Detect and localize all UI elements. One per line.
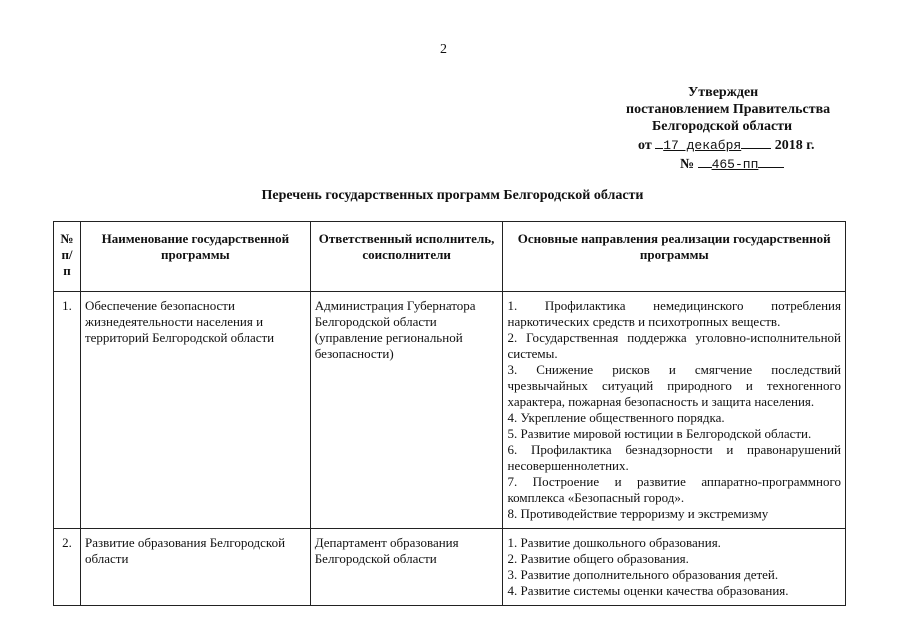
row-program-name: Развитие образования Белгородской области — [80, 529, 310, 606]
direction-item: 7. Построение и развитие аппаратно-программного комплекса «Безопасный город». — [507, 474, 841, 505]
table-row — [54, 529, 846, 606]
number-value: 465-пп — [711, 157, 759, 172]
direction-item: 8. Противодействие терроризму и экстремизму — [507, 506, 769, 521]
approval-line-2: постановлением Правительства — [626, 102, 831, 117]
page-number: 2 — [440, 42, 447, 57]
direction-item: 6. Профилактика безнадзорности и правонарушений несовершеннолетних. — [507, 442, 841, 473]
direction-item: 3. Снижение рисков и смягчение последствий чрезвычайных ситуаций природного и техногенного характера, пожарная безопасность и защита населения. — [507, 362, 841, 409]
row-directions — [503, 292, 846, 529]
row-directions — [503, 529, 846, 606]
row-executor: Департамент образования Белгородской области — [310, 529, 503, 606]
direction-item: 1. Развитие дошкольного образования. — [507, 535, 721, 550]
direction-item: 2. Государственная поддержка уголовно-исполнительной системы. — [507, 330, 841, 361]
direction-item: 4. Укрепление общественного порядка. — [507, 410, 725, 425]
direction-item: 5. Развитие мировой юстиции в Белгородской области. — [507, 426, 812, 441]
number-prefix: № — [680, 157, 695, 172]
row-num: 2. — [54, 529, 81, 606]
direction-item: 3. Развитие дополнительного образования детей. — [507, 567, 779, 582]
direction-item: 2. Развитие общего образования. — [507, 551, 689, 566]
approval-line-3: Белгородской области — [652, 119, 793, 134]
date-prefix: от — [638, 138, 652, 153]
document-title: Перечень государственных программ Белгородской области — [261, 188, 644, 203]
date-year: 2018 г. — [774, 138, 815, 153]
row-num: 1. — [54, 292, 81, 529]
approval-block — [610, 84, 850, 173]
row-executor: Администрация Губернатора Белгородской области (управление региональной безопасности) — [310, 292, 503, 529]
header-directions: Основные направления реализации государственной программы — [503, 222, 846, 292]
date-value: 17 декабря — [663, 138, 742, 153]
approval-line-1: Утвержден — [688, 85, 759, 100]
direction-item: 1. Профилактика немедицинского потребления наркотических средств и психотропных веществ. — [507, 298, 841, 329]
row-program-name: Обеспечение безопасности жизнедеятельности населения и территорий Белгородской области — [80, 292, 310, 529]
approval-number-line — [610, 156, 850, 173]
programs-table — [53, 221, 846, 606]
header-executor: Ответственный исполнитель, соисполнители — [310, 222, 503, 292]
direction-item: 4. Развитие системы оценки качества образования. — [507, 583, 789, 598]
header-num: № п/п — [54, 222, 81, 292]
header-name: Наименование государственной программы — [80, 222, 310, 292]
table-row — [54, 292, 846, 529]
approval-date-line — [610, 137, 850, 154]
table-header-row — [54, 222, 846, 292]
